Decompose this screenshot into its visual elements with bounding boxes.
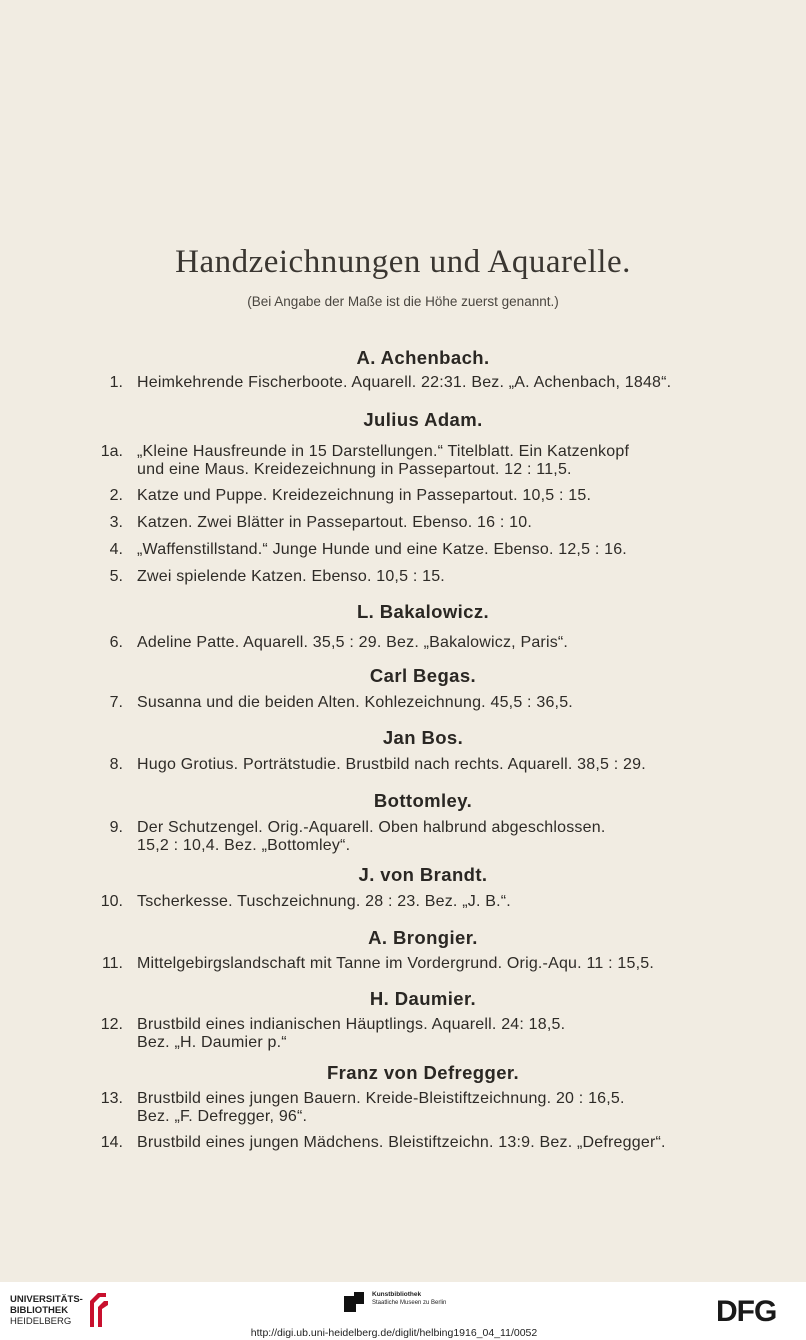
- entry-text: Brustbild eines indianischen Häuptlings. Aquarell. 24: 18,5. Bez. „H. Daumier p.“: [137, 1016, 566, 1051]
- library-name-line1: UNIVERSITÄTS-: [10, 1294, 83, 1305]
- entry-text: Susanna und die beiden Alten. Kohlezeichnung. 45,5 : 36,5.: [137, 694, 573, 711]
- entry-number: 3.: [109, 514, 123, 531]
- library-logo-text: [10, 1294, 83, 1327]
- entry-number: 6.: [109, 634, 123, 651]
- entry-text: Adeline Patte. Aquarell. 35,5 : 29. Bez. „Bakalowicz, Paris“.: [137, 634, 569, 651]
- artist-heading: A. Achenbach.: [356, 347, 490, 368]
- entry-text: Brustbild eines jungen Mädchens. Bleistiftzeichn. 13:9. Bez. „Defregger“.: [137, 1134, 666, 1151]
- artist-heading: Julius Adam.: [363, 409, 483, 430]
- entry-number: 7.: [109, 694, 123, 711]
- entry-number: 5.: [109, 568, 123, 585]
- entry-text: Katzen. Zwei Blätter in Passepartout. Ebenso. 16 : 10.: [137, 514, 533, 531]
- entry-number: 1.: [109, 374, 123, 391]
- artist-heading: L. Bakalowicz.: [356, 601, 490, 622]
- library-logo-icon: [84, 1289, 110, 1329]
- entry-text: „Kleine Hausfreunde in 15 Darstellungen.“ Titelblatt. Ein Katzenkopf und eine Maus. Kreidezeichnung in Passepartout. 12 : 11,5.: [137, 443, 630, 478]
- entry-number: 13.: [100, 1090, 123, 1107]
- entry-text: Mittelgebirgslandschaft mit Tanne im Vordergrund. Orig.-Aqu. 11 : 15,5.: [137, 955, 654, 972]
- artist-heading: H. Daumier.: [369, 988, 477, 1009]
- entry-text: Heimkehrende Fischerboote. Aquarell. 22:31. Bez. „A. Achenbach, 1848“.: [137, 374, 672, 391]
- dfg-logo: DFG: [716, 1295, 777, 1328]
- entry-text: „Waffenstillstand.“ Junge Hunde und eine Katze. Ebenso. 12,5 : 16.: [137, 541, 627, 558]
- entry-number: 4.: [109, 541, 123, 558]
- entry-number: 12.: [100, 1016, 123, 1033]
- entry-number: 14.: [100, 1134, 123, 1151]
- entry-text: Katze und Puppe. Kreidezeichnung in Passepartout. 10,5 : 15.: [137, 487, 592, 504]
- library-name-line2: BIBLIOTHEK: [10, 1305, 69, 1316]
- entry-text: Tscherkesse. Tuschzeichnung. 28 : 23. Bez. „J. B.“.: [137, 893, 511, 910]
- artist-heading: A. Brongier.: [368, 927, 478, 948]
- artist-heading: Jan Bos.: [382, 727, 464, 748]
- kb-name: Kunstbibliothek: [372, 1291, 422, 1298]
- entry-number: 11.: [101, 955, 123, 972]
- entry-text: Hugo Grotius. Porträtstudie. Brustbild nach rechts. Aquarell. 38,5 : 29.: [137, 756, 646, 773]
- entry-text: Zwei spielende Katzen. Ebenso. 10,5 : 15.: [137, 568, 445, 585]
- entry-number: 2.: [109, 487, 123, 504]
- entry-number: 9.: [109, 819, 123, 836]
- page-title: Handzeichnungen und Aquarelle.: [175, 244, 631, 280]
- page-subtitle: (Bei Angabe der Maße ist die Höhe zuerst genannt.): [247, 294, 559, 309]
- library-name-line3: HEIDELBERG: [10, 1316, 72, 1327]
- entry-text: Brustbild eines jungen Bauern. Kreide-Bleistiftzeichnung. 20 : 16,5. Bez. „F. Defregger, 96“.: [137, 1090, 625, 1125]
- source-url[interactable]: http://digi.ub.uni-heidelberg.de/diglit/helbing1916_04_11/0052: [214, 1326, 574, 1340]
- entry-text: Der Schutzengel. Orig.-Aquarell. Oben halbrund abgeschlossen. 15,2 : 10,4. Bez. „Bottomley“.: [137, 819, 606, 854]
- artist-heading: Carl Begas.: [369, 665, 477, 686]
- artist-heading: Bottomley.: [373, 790, 473, 811]
- artist-heading: J. von Brandt.: [358, 864, 488, 885]
- entry-number: 10.: [100, 893, 123, 910]
- kunstbibliothek-logo-icon: [344, 1292, 366, 1314]
- artist-heading: Franz von Defregger.: [326, 1062, 519, 1083]
- entry-number: 1a.: [100, 443, 123, 460]
- entry-number: 8.: [109, 756, 123, 773]
- kunstbibliothek-logo-text: [372, 1291, 446, 1307]
- kb-subtitle: Staatliche Museen zu Berlin: [372, 1300, 447, 1306]
